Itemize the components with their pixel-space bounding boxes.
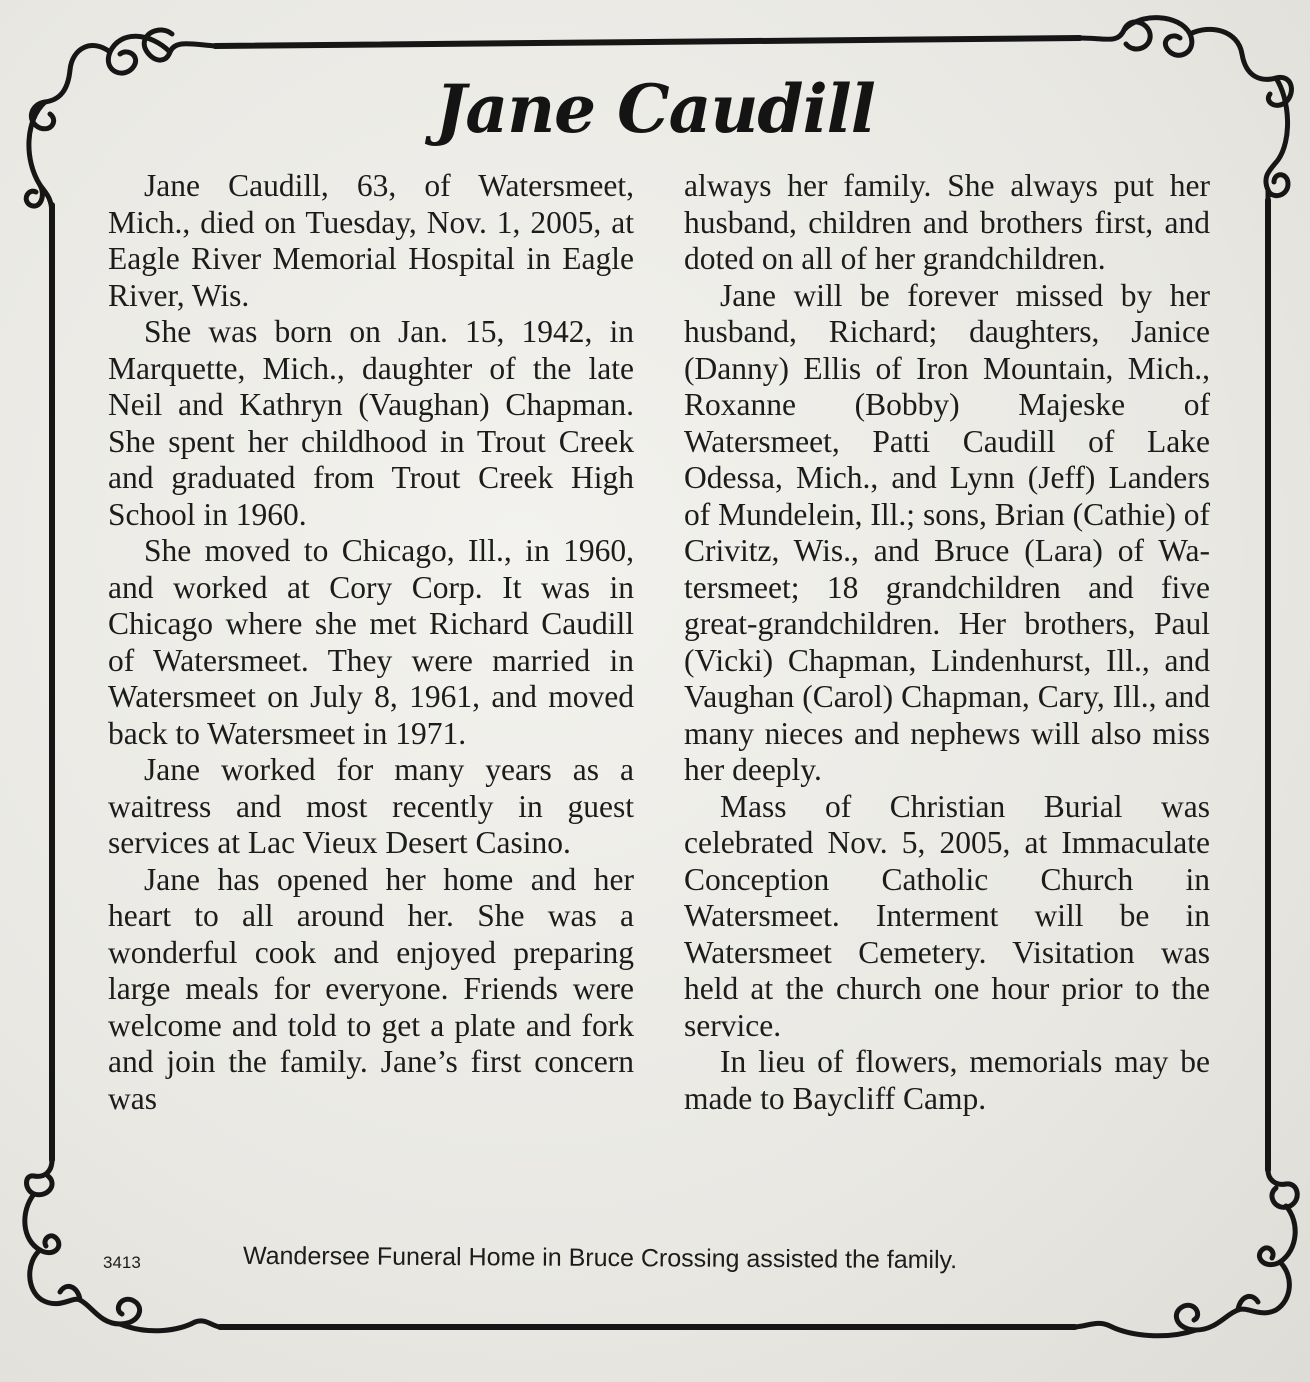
paragraph-survivors: Jane will be forever missed by her husband, Richard; daughters, Janice (Danny) Ellis of Iron Mountain, Mich., Roxanne (Bobby) Majeske of Watersmeet, Patti Caudill of Lake Odessa, Mich., and Lynn (Jeff) Landers of Mundelein, Ill.; sons, Brian (Cathie) of Crivitz, Wis., and Bruce (Lara) of Watersmeet; 18 grandchildren and five great-grandchildren. Her brothers, Paul (Vicki) Chapman, Lindenhurst, Ill., and Vaughan (Carol) Chapman, Cary, Ill., and many nieces and nephews will also miss her deeply. — [684, 277, 1210, 787]
obituary-right-column — [684, 168, 1210, 1117]
border-top-line — [215, 38, 1080, 46]
paragraph-memorials: In lieu of flowers, memorials may be made to Baycliff Camp. — [684, 1044, 1210, 1116]
paragraph-family-continued: always her family. She always put her husband, children and brothers first, and doted on all of her grandchildren. — [684, 168, 1210, 276]
paragraph-death-notice: Jane Caudill, 63, of Watersmeet, Mich., died on Tuesday, Nov. 1, 2005, at Eagle River Memorial Hospital in Eagle River, Wis. — [108, 168, 634, 313]
obituary-title: Jane Caudill — [435, 70, 875, 148]
flourish-bottom-left — [25, 1160, 220, 1331]
paragraph-services: Mass of Christian Burial was celebrated Nov. 5, 2005, at Immaculate Conception Catholic Church in Watersmeet. Interment will be in Watersmeet Cemetery. Visitation was held at the church one hour prior to the service. — [684, 788, 1210, 1043]
paragraph-work: Jane worked for many years as a waitress and most recently in guest services at Lac Vieux Desert Casino. — [108, 752, 634, 860]
paragraph-home: Jane has opened her home and her heart to all around her. She was a wonderful cook and enjoyed preparing large meals for everyone. Friends were welcome and told to get a plate and fork and join the family. Jane’s first concern was — [108, 861, 634, 1116]
reference-number: 3413 — [103, 1253, 141, 1272]
obituary-left-column — [108, 168, 634, 1117]
flourish-bottom-right — [1075, 1170, 1297, 1336]
funeral-home-footer: Wandersee Funeral Home in Bruce Crossing assisted the family. — [242, 1241, 958, 1275]
paragraph-chicago: She moved to Chicago, Ill., in 1960, and worked at Cory Corp. It was in Chicago where she met Richard Caudill of Watersmeet. They were married in Watersmeet on July 8, 1961, and moved back to Watersmeet in 1971. — [108, 533, 634, 751]
paragraph-birth: She was born on Jan. 15, 1942, in Marquette, Mich., daughter of the late Neil and Kathryn (Vaughan) Chapman. She spent her childhood in Trout Creek and graduated from Trout Creek High School in 1960. — [108, 314, 634, 532]
